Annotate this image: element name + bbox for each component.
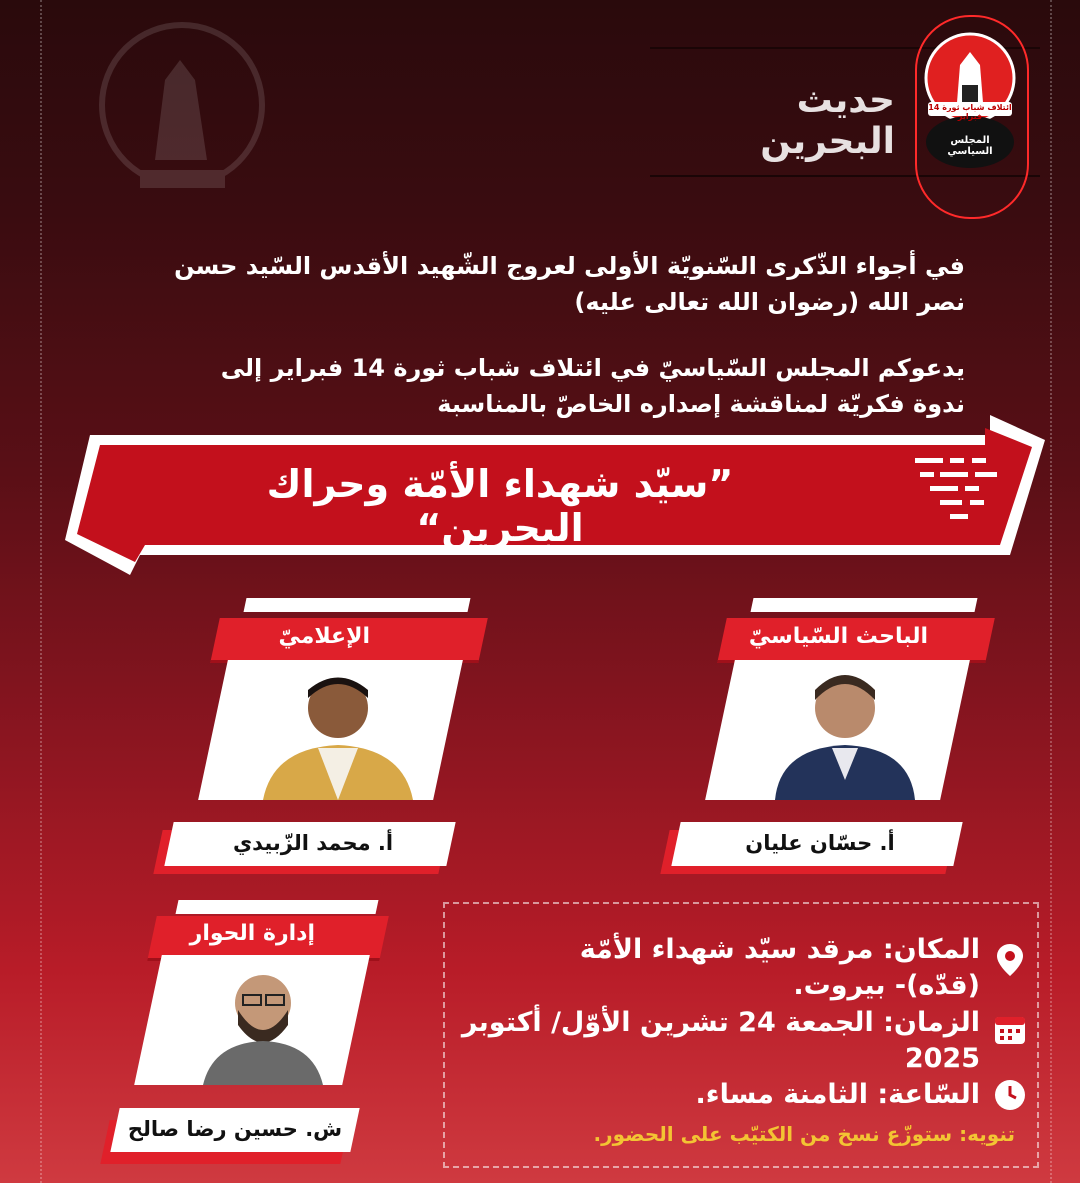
logo-caption: المجلس السياسي (947, 135, 993, 157)
place-line-2: (قدّه)- بيروت. (793, 970, 980, 1001)
speaker-1-name: أ. حسّان عليان (745, 831, 895, 855)
note-text: تنويه: ستوزّع نسخ من الكتيّب على الحضور. (593, 1122, 1015, 1146)
speaker-3-card-top (176, 900, 379, 914)
calendar-icon (993, 1012, 1027, 1046)
speaker-2-name: أ. محمد الزّبيدي (232, 831, 394, 855)
intro-line-1: في أجواء الذّكرى السّنويّة الأولى لعروج الشّهيد الأقدس السّيد حسن (174, 252, 965, 280)
event-title: ”سيّد شهداء الأمّة وحراك البحرين“ (266, 462, 734, 550)
watermark-logo-icon (95, 20, 270, 210)
speaker-2-role: الإعلاميّ (278, 624, 370, 649)
speaker-1-card-top (751, 598, 978, 612)
hour-line: السّاعة: الثامنة مساء. (695, 1079, 980, 1110)
intro-line-4: ندوة فكريّة لمناقشة إصداره الخاصّ بالمناسبة (437, 390, 965, 418)
brand-title: حديث البحرين (760, 80, 895, 162)
location-pin-icon (993, 937, 1027, 981)
speaker-2-card-top (244, 598, 471, 612)
speaker-3-role: إدارة الحوار (189, 921, 315, 946)
place-line-1: المكان: مرقد سيّد شهداء الأمّة (579, 934, 980, 965)
time-line-2: 2025 (904, 1043, 980, 1074)
speaker-3-name: ش. حسين رضا صالح (127, 1117, 343, 1141)
speaker-1-photo (705, 660, 970, 800)
time-line-1: الزمان: الجمعة 24 تشرين الأوّل/ أكتوبر (461, 1007, 980, 1038)
frame-line-right (1050, 0, 1052, 1183)
clock-icon (993, 1078, 1027, 1112)
speaker-1-role: الباحث السّياسيّ (748, 624, 928, 649)
frame-line-left (40, 0, 42, 1183)
logo-banner-text: ائتلاف شباب ثورة 14 فبراير (928, 103, 1012, 121)
intro-line-2: نصر الله (رضوان الله تعالى عليه) (574, 288, 965, 316)
speaker-2-photo (198, 660, 463, 800)
intro-line-3: يدعوكم المجلس السّياسيّ في ائتلاف شباب ثورة 14 فبراير إلى (220, 354, 965, 382)
speaker-3-photo (134, 955, 370, 1085)
